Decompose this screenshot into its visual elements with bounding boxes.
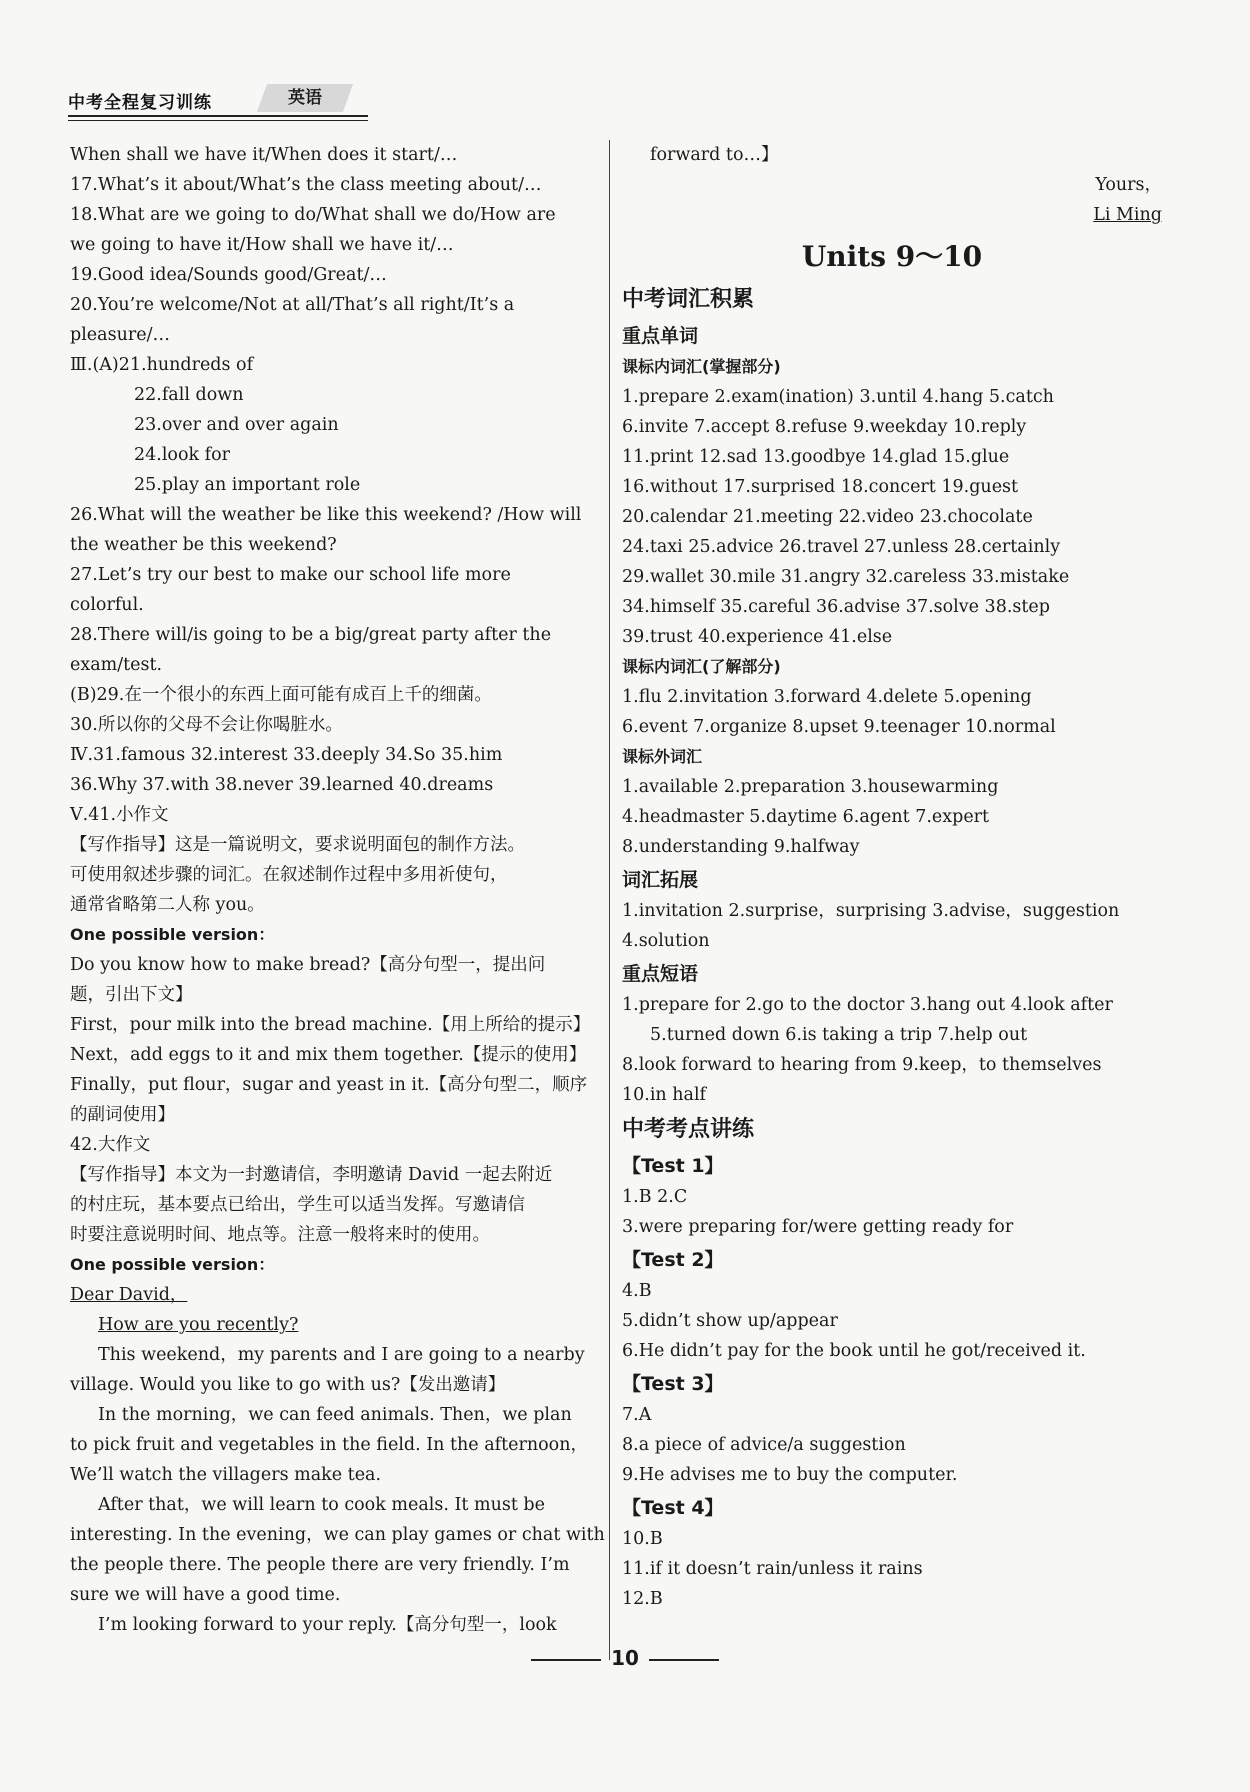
right-line: 3.were preparing for/were getting ready for — [622, 1217, 1014, 1237]
left-line: We’ll watch the villagers make tea. — [70, 1465, 382, 1485]
right-line: 10.B — [622, 1529, 663, 1549]
subject-tab — [257, 84, 353, 112]
left-line: How are you recently? — [98, 1315, 299, 1335]
right-line: 1.B 2.C — [622, 1187, 688, 1207]
left-line: When shall we have it/When does it start/… — [70, 145, 458, 165]
page-header — [68, 86, 368, 122]
page-number-text: 10 — [611, 1646, 639, 1670]
right-line: Units 9～10 — [801, 240, 983, 273]
left-line: 可使用叙述步骤的词汇。在叙述制作过程中多用祈使句， — [70, 865, 508, 885]
right-line: 重点单词 — [622, 325, 699, 347]
left-line: 27.Let’s try our best to make our school life more — [70, 565, 511, 585]
right-line: Li Ming — [1093, 205, 1162, 225]
left-line: 42.大作文 — [70, 1135, 151, 1155]
left-line: This weekend，my parents and I are going to a nearby — [98, 1345, 585, 1365]
right-line: 中考词汇积累 — [622, 287, 755, 312]
right-line: 9.He advises me to buy the computer. — [622, 1465, 958, 1485]
right-line: 4.headmaster 5.daytime 6.agent 7.expert — [622, 807, 990, 827]
left-line: 23.over and over again — [134, 415, 339, 435]
book-title: 中考全程复习训练 — [68, 93, 212, 113]
ornament-left — [531, 1659, 601, 1661]
left-line: 通常省略第二人称 you。 — [70, 895, 265, 915]
left-line: Next，add eggs to it and mix them together.【提示的使用】 — [70, 1045, 587, 1065]
left-line: One possible version： — [70, 1255, 275, 1274]
right-line: 词汇拓展 — [622, 869, 699, 891]
right-line: 24.taxi 25.advice 26.travel 27.unless 28.certainly — [622, 537, 1061, 557]
subject-label: 英语 — [288, 88, 322, 108]
right-line: 课标内词汇(了解部分) — [622, 657, 781, 676]
left-line: In the morning，we can feed animals. Then，we plan — [98, 1405, 572, 1425]
right-line: 【Test 1】 — [622, 1155, 724, 1177]
right-line: 4.solution — [622, 931, 710, 951]
left-line: the weather be this weekend? — [70, 535, 337, 555]
right-line: 39.trust 40.experience 41.else — [622, 627, 893, 647]
left-line: 18.What are we going to do/What shall we do/How are — [70, 205, 556, 225]
right-line: 1.available 2.preparation 3.housewarming — [622, 777, 999, 797]
left-line: colorful. — [70, 595, 144, 615]
left-line: interesting. In the evening，we can play games or chat with — [70, 1525, 605, 1545]
right-line: 1.prepare 2.exam(ination) 3.until 4.hang 5.catch — [622, 387, 1054, 407]
left-line: 36.Why 37.with 38.never 39.learned 40.dreams — [70, 775, 494, 795]
left-line: 28.There will/is going to be a big/great party after the — [70, 625, 552, 645]
right-column — [622, 140, 1162, 1614]
right-line: 重点短语 — [622, 963, 699, 985]
left-line: pleasure/… — [70, 325, 170, 345]
column-divider — [609, 140, 610, 1660]
right-line: 【Test 3】 — [622, 1373, 724, 1395]
right-line: 1.invitation 2.surprise，surprising 3.advise，suggestion — [622, 901, 1120, 921]
left-line: One possible version： — [70, 925, 275, 944]
right-line: 12.B — [622, 1589, 663, 1609]
left-column — [70, 140, 605, 1640]
left-line: Do you know how to make bread?【高分句型一，提出问 — [70, 955, 546, 975]
left-line: we going to have it/How shall we have it/… — [70, 235, 454, 255]
right-line: forward to…】 — [650, 145, 779, 165]
left-line: 题，引出下文】 — [70, 985, 193, 1005]
left-line: sure we will have a good time. — [70, 1585, 341, 1605]
right-line: 【Test 2】 — [622, 1249, 724, 1271]
right-line: 6.event 7.organize 8.upset 9.teenager 10.normal — [622, 717, 1056, 737]
left-line: (B)29.在一个很小的东西上面可能有成百上千的细菌。 — [70, 685, 492, 705]
left-line: Ⅲ.(A)21.hundreds of — [70, 355, 254, 375]
right-line: 20.calendar 21.meeting 22.video 23.chocolate — [622, 507, 1033, 527]
left-line: 26.What will the weather be like this weekend? /How will — [70, 505, 582, 525]
left-line: the people there. The people there are very friendly. I’m — [70, 1555, 570, 1575]
right-line: 1.flu 2.invitation 3.forward 4.delete 5.opening — [622, 687, 1032, 707]
right-line: 6.invite 7.accept 8.refuse 9.weekday 10.reply — [622, 417, 1027, 437]
right-line: 10.in half — [622, 1085, 707, 1105]
left-line: 20.You’re welcome/Not at all/That’s all right/It’s a — [70, 295, 515, 315]
right-line: 7.A — [622, 1405, 652, 1425]
right-line: Yours， — [1095, 175, 1162, 195]
right-line: 5.turned down 6.is taking a trip 7.help out — [650, 1025, 1028, 1045]
right-line: 8.look forward to hearing from 9.keep，to themselves — [622, 1055, 1102, 1075]
right-line: 【Test 4】 — [622, 1497, 724, 1519]
left-line: 时要注意说明时间、地点等。注意一般将来时的使用。 — [70, 1225, 490, 1245]
left-line: 【写作指导】本文为一封邀请信，李明邀请 David 一起去附近 — [70, 1165, 553, 1185]
left-line: 的村庄玩，基本要点已给出，学生可以适当发挥。写邀请信 — [70, 1195, 525, 1215]
right-line: 5.didn’t show up/appear — [622, 1311, 838, 1331]
left-line: 25.play an important role — [134, 475, 361, 495]
left-line: to pick fruit and vegetables in the field. In the afternoon， — [70, 1435, 588, 1455]
left-line: village. Would you like to go with us?【发出邀请】 — [70, 1375, 506, 1395]
right-line: 1.prepare for 2.go to the doctor 3.hang out 4.look after — [622, 995, 1113, 1015]
right-line: 16.without 17.surprised 18.concert 19.guest — [622, 477, 1019, 497]
left-line: Ⅴ.41.小作文 — [70, 805, 169, 825]
right-line: 8.a piece of advice/a suggestion — [622, 1435, 906, 1455]
left-line: I’m looking forward to your reply.【高分句型一，look — [98, 1615, 557, 1635]
right-line: 8.understanding 9.halfway — [622, 837, 860, 857]
right-line: 11.print 12.sad 13.goodbye 14.glad 15.glue — [622, 447, 1010, 467]
right-line: 课标内词汇(掌握部分) — [622, 357, 781, 376]
left-line: 17.What’s it about/What’s the class meeting about/… — [70, 175, 542, 195]
left-line: Finally，put flour，sugar and yeast in it.【高分句型二，顺序 — [70, 1075, 588, 1095]
left-line: 30.所以你的父母不会让你喝脏水。 — [70, 715, 343, 735]
left-line: 22.fall down — [134, 385, 244, 405]
left-line: 24.look for — [134, 445, 231, 465]
right-line: 中考考点讲练 — [622, 1117, 755, 1142]
page-number — [0, 1646, 1250, 1670]
left-line: Ⅳ.31.famous 32.interest 33.deeply 34.So 35.him — [70, 745, 503, 765]
right-line: 4.B — [622, 1281, 652, 1301]
right-line: 34.himself 35.careful 36.advise 37.solve 38.step — [622, 597, 1050, 617]
right-line: 课标外词汇 — [622, 747, 703, 766]
header-rule — [68, 115, 368, 117]
right-line: 6.He didn’t pay for the book until he got/received it. — [622, 1341, 1086, 1361]
ornament-right — [649, 1659, 719, 1661]
left-line: exam/test. — [70, 655, 163, 675]
right-line: 11.if it doesn’t rain/unless it rains — [622, 1559, 923, 1579]
left-line: 的副词使用】 — [70, 1105, 175, 1125]
left-line: 【写作指导】这是一篇说明文，要求说明面包的制作方法。 — [70, 835, 525, 855]
right-line: 29.wallet 30.mile 31.angry 32.careless 33.mistake — [622, 567, 1070, 587]
left-line: Dear David， — [70, 1285, 188, 1305]
left-line: 19.Good idea/Sounds good/Great/… — [70, 265, 387, 285]
header-rule-thin — [68, 120, 368, 121]
left-line: First，pour milk into the bread machine.【用上所给的提示】 — [70, 1015, 591, 1035]
left-line: After that，we will learn to cook meals. It must be — [98, 1495, 545, 1515]
